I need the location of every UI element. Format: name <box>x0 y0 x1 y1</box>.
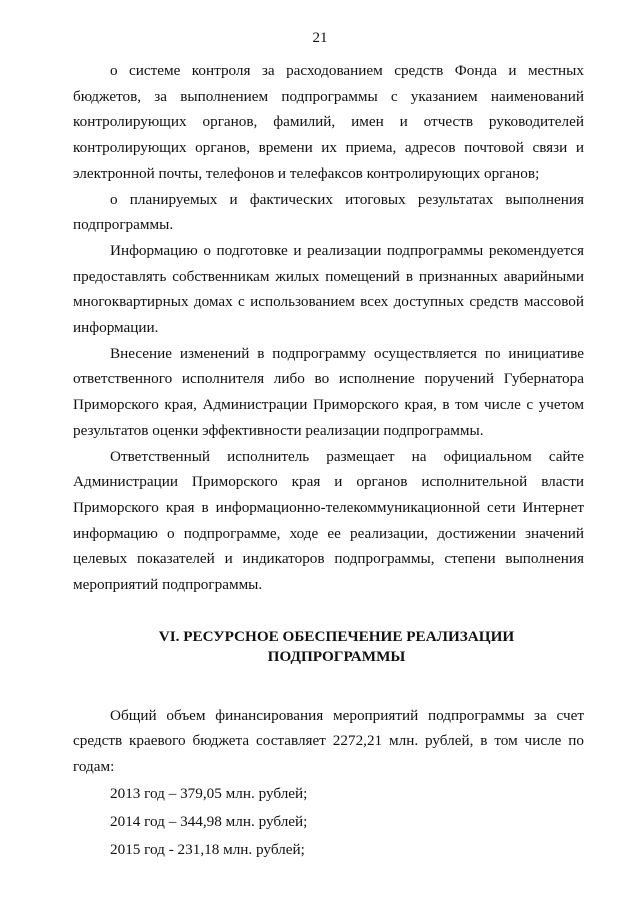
section-heading <box>73 627 584 667</box>
paragraph-publication: Ответственный исполнитель размещает на официальном сайте Администрации Приморского края и органов исполнительной власти Приморского края в информационно-телекоммуникационной сети Интернет информацию о подпрограмме, ходе ее реализации, достижении значений целевых показателей и индикаторов подпрограммы, степени выполнения мероприятий подпрограммы. <box>73 447 584 594</box>
section-heading-line-2: ПОДПРОГРАММЫ <box>267 647 406 665</box>
funding-year-2014: 2014 год – 344,98 млн. рублей; <box>110 812 308 830</box>
funding-year-2015: 2015 год - 231,18 млн. рублей; <box>110 840 305 858</box>
page-number: 21 <box>312 30 328 46</box>
paragraph-information: Информацию о подготовке и реализации подпрограммы рекомендуется предоставлять собственникам жилых помещений в признанных аварийными многоквартирных домах с использованием всех доступных средств массовой информации. <box>73 241 584 337</box>
paragraph-amendments: Внесение изменений в подпрограмму осуществляется по инициативе ответственного исполнителя либо во исполнение поручений Губернатора Приморского края, Администрации Приморского края, в том числе с учетом результатов оценки эффективности реализации подпрограммы. <box>73 344 584 439</box>
paragraph-control-system: о системе контроля за расходованием средств Фонда и местных бюджетов, за выполнением подпрограммы с указанием наименований контролирующих органов, фамилий, имен и отчеств руководителей контролирующих органов, времени их приема, адресов почтовой связи и электронной почты, телефонов и телефаксов контролирующих органов; <box>73 62 584 182</box>
document-body <box>73 58 584 864</box>
section-heading-line-1: VI. РЕСУРСНОЕ ОБЕСПЕЧЕНИЕ РЕАЛИЗАЦИИ <box>158 627 515 645</box>
paragraph-funding: Общий объем финансирования мероприятий подпрограммы за счет средств краевого бюджета составляет 2272,21 млн. рублей, в том числе по годам: <box>73 706 584 776</box>
paragraph-planned-results: о планируемых и фактических итоговых результатах выполнения подпрограммы. <box>73 190 584 234</box>
funding-year-2013: 2013 год – 379,05 млн. рублей; <box>110 784 308 802</box>
